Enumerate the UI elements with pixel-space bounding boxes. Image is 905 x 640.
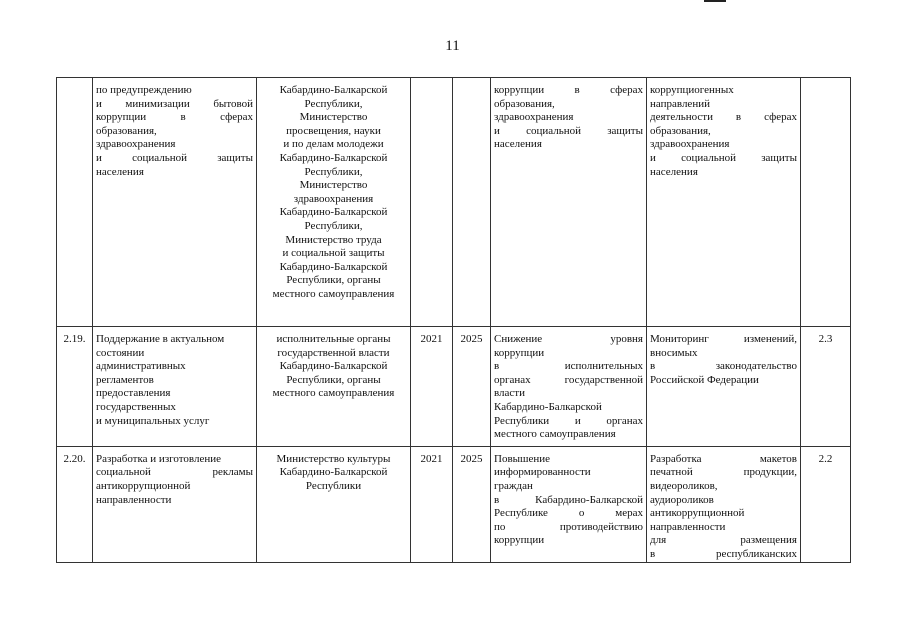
cell-expected-result-line: в Кабардино-Балкарской (494, 493, 643, 506)
cell-expected-result-line: коррупции (494, 534, 545, 547)
cell-executor-line: Республики, (304, 97, 363, 110)
cell-indicator-line: Российской Федерации (650, 373, 759, 386)
cell-number: 2.20. (57, 446, 93, 562)
cell-expected-result-line: коррупции (494, 346, 545, 359)
cell-expected-result-line: Республике о мерах (494, 507, 643, 520)
cell-measure (93, 78, 257, 327)
cell-measure-line: здравоохранения (96, 138, 176, 151)
cell-executor-line: Кабардино-Балкарской (279, 260, 388, 273)
cell-expected-result (491, 446, 647, 562)
cell-measure-line: коррупции в сферах (96, 111, 253, 124)
cell-executor (257, 446, 411, 562)
cell-expected-result-line: информированности (494, 466, 591, 479)
cell-measure-line: государственных (96, 400, 176, 413)
cell-indicator (647, 327, 801, 447)
cell-executor-line: Кабардино-Балкарской (279, 151, 388, 164)
top-edge-mark (704, 0, 726, 2)
cell-executor-line: здравоохранения (293, 192, 374, 205)
cell-reference (801, 78, 851, 327)
cell-start-year (411, 78, 453, 327)
cell-indicator-line: печатной продукции, (650, 466, 797, 479)
cell-measure-line: населения (96, 165, 144, 178)
cell-executor (257, 327, 411, 447)
cell-measure-line: состоянии (96, 346, 145, 359)
cell-indicator-line: направлений (650, 97, 710, 110)
table-row (57, 327, 851, 447)
cell-indicator-line: образования, (650, 124, 711, 137)
measures-table-container (56, 77, 851, 563)
cell-executor-line: Министерство культуры (276, 452, 391, 465)
cell-executor-line: исполнительные органы (276, 333, 391, 345)
cell-executor-line: местного самоуправления (272, 387, 395, 400)
cell-indicator-line: вносимых (650, 346, 698, 359)
measures-table (56, 77, 851, 563)
table-body (57, 78, 851, 563)
cell-reference: 2.3 (801, 327, 851, 447)
cell-indicator (647, 78, 801, 327)
cell-expected-result-line: органах государственной (494, 373, 643, 386)
cell-reference: 2.2 (801, 446, 851, 562)
cell-executor (257, 78, 411, 327)
cell-measure-line: регламентов (96, 373, 154, 386)
cell-expected-result-line: населения (494, 138, 542, 151)
cell-executor-line: Кабардино-Балкарской (279, 466, 388, 479)
cell-measure-line: образования, (96, 124, 157, 137)
cell-indicator-line: аудиороликов (650, 493, 714, 506)
cell-expected-result-line: по противодействию (494, 520, 643, 533)
cell-executor-line: Кабардино-Балкарской (279, 360, 388, 373)
cell-executor-line: местного самоуправления (272, 287, 395, 300)
cell-indicator-line: видеороликов, (650, 479, 718, 492)
cell-expected-result-line: здравоохранения (494, 111, 574, 124)
page-number: 11 (445, 38, 460, 54)
cell-indicator-line: коррупциогенных (650, 84, 734, 96)
cell-indicator-line: в законодательство (650, 360, 797, 373)
cell-expected-result-line: граждан (494, 479, 533, 492)
cell-expected-result-line: Кабардино-Балкарской (494, 400, 602, 413)
cell-indicator (647, 446, 801, 562)
cell-expected-result-line: и социальной защиты (494, 124, 643, 137)
cell-executor-line: Министерство (299, 179, 368, 192)
cell-executor-line: государственной власти (277, 346, 390, 359)
cell-indicator-line: деятельности в сферах (650, 111, 797, 124)
cell-executor-line: и по делам молодежи (283, 138, 384, 151)
cell-measure-line: и минимизации бытовой (96, 97, 253, 110)
cell-expected-result (491, 78, 647, 327)
cell-measure-line: и социальной защиты (96, 151, 253, 164)
cell-measure-line: антикоррупционной (96, 479, 191, 492)
cell-end-year: 2025 (453, 327, 491, 447)
cell-indicator-line: направленности (650, 520, 726, 533)
cell-executor-line: Министерство (299, 111, 368, 124)
table-row (57, 446, 851, 562)
cell-expected-result-line: власти (494, 387, 525, 400)
cell-measure-line: предоставления (96, 387, 171, 400)
cell-start-year: 2021 (411, 446, 453, 562)
cell-executor-line: Республики, (304, 165, 363, 178)
cell-executor-line: Кабардино-Балкарской (279, 84, 388, 96)
cell-expected-result-line: местного самоуправления (494, 428, 616, 441)
cell-executor-line: Республики, (304, 219, 363, 232)
cell-expected-result-line: Снижение уровня (494, 333, 643, 345)
cell-expected-result-line: образования, (494, 97, 555, 110)
cell-indicator-line: Мониторинг изменений, (650, 333, 797, 345)
cell-executor-line: просвещения, науки (286, 124, 381, 137)
cell-start-year: 2021 (411, 327, 453, 447)
cell-number (57, 78, 93, 327)
cell-expected-result-line: в исполнительных (494, 360, 643, 373)
cell-executor-line: Республики, органы (286, 373, 381, 386)
cell-measure-line: направленности (96, 493, 172, 506)
cell-measure-line: административных (96, 360, 186, 373)
cell-indicator-line: антикоррупционной (650, 507, 745, 520)
cell-measure (93, 327, 257, 447)
cell-number: 2.19. (57, 327, 93, 447)
cell-expected-result (491, 327, 647, 447)
cell-measure (93, 446, 257, 562)
cell-executor-line: Кабардино-Балкарской (279, 206, 388, 219)
cell-executor-line: Республики, органы (286, 274, 381, 287)
cell-indicator-line: в республиканских (650, 547, 797, 560)
cell-expected-result-line: коррупции в сферах (494, 84, 643, 96)
cell-measure-line: Поддержание в актуальном (96, 333, 225, 345)
cell-indicator-line: для размещения (650, 534, 797, 547)
cell-indicator-line: Разработка макетов (650, 452, 797, 465)
cell-indicator-line: и социальной защиты (650, 151, 797, 164)
cell-measure-line: по предупреждению (96, 84, 192, 96)
cell-executor-line: Республики (305, 479, 362, 492)
table-row (57, 78, 851, 327)
cell-executor-line: Министерство труда (285, 233, 382, 246)
cell-executor-line: и социальной защиты (282, 247, 385, 260)
cell-indicator-line: населения (650, 165, 698, 178)
cell-indicator-line: здравоохранения (650, 138, 730, 151)
cell-measure-line: Разработка и изготовление (96, 452, 221, 465)
cell-measure-line: и муниципальных услуг (96, 414, 210, 427)
cell-end-year (453, 78, 491, 327)
cell-measure-line: социальной рекламы (96, 466, 253, 479)
cell-expected-result-line: Республики и органах (494, 414, 643, 427)
cell-expected-result-line: Повышение (494, 452, 551, 465)
cell-end-year: 2025 (453, 446, 491, 562)
